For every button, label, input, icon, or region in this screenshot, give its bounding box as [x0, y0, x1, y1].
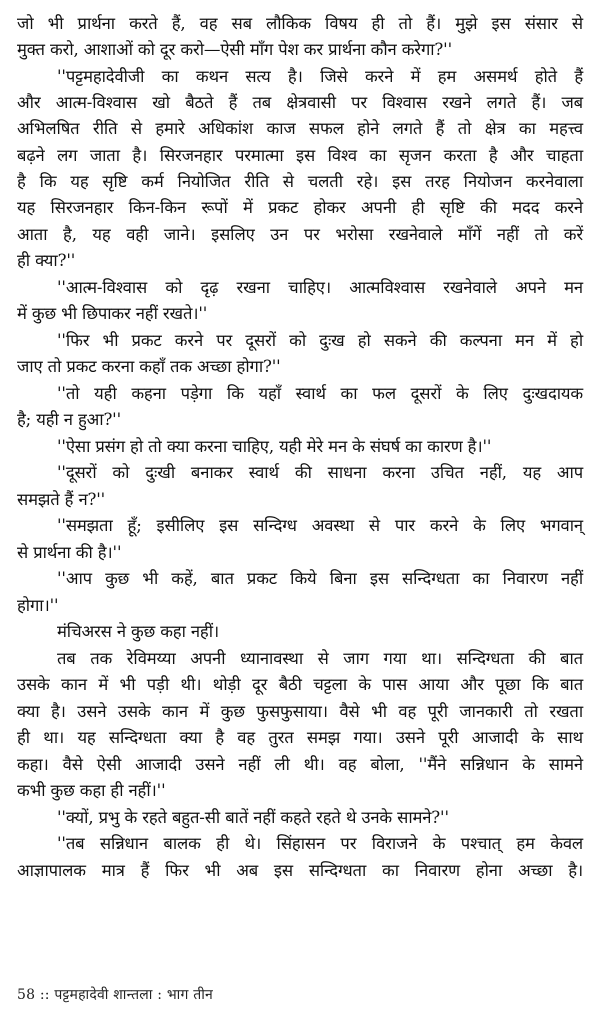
text-line: ''पट्टमहादेवीजी का कथन सत्य है। जिसे करने में हम असमर्थ होते हैं: [57, 67, 583, 86]
text-line: ''तब सन्निधान बालक ही थे। सिंहासन पर विराजने के पश्चात् हम केवल: [57, 834, 583, 853]
text-line: होगा।'': [17, 596, 59, 615]
text-line: क्या है। उसने उसके कान में कुछ फुसफुसाया। वैसे भी वह पूरी जानकारी तो रखता: [17, 702, 583, 721]
text-line: आज्ञापालक मात्र हैं फिर भी अब इस सन्दिग्धता का निवारण होना अच्छा है।: [17, 861, 583, 880]
text-line: बढ़ने लग जाता है। सिरजनहार परमात्मा इस विश्व का सृजन करता है और चाहता: [17, 146, 583, 165]
text-line: से प्रार्थना की है।'': [17, 543, 122, 562]
text-line: और आत्म-विश्वास खो बैठते हैं तब क्षेत्रवासी पर विश्वास रखने लगते हैं। जब: [17, 93, 583, 112]
text-line: कहा। वैसे ऐसी आजादी उसने नहीं ली थी। वह बोला, ''मैंने सन्निधान के सामने: [17, 755, 583, 774]
text-line: मंचिअरस ने कुछ कहा नहीं।: [57, 622, 220, 641]
text-line: है कि यह सृष्टि कर्म नियोजित रीति से चलती रहे। इस तरह नियोजन करनेवाला: [17, 172, 583, 191]
text-line: कभी कुछ कहा ही नहीं।'': [17, 781, 166, 800]
text-line: मुक्त करो, आशाओं को दूर करो—ऐसी माँग पेश कर प्रार्थना कौन करेगा?'': [17, 40, 452, 59]
text-line: आता है, यह वही जाने। इसलिए उन पर भरोसा रखनेवाले माँगें नहीं तो करें: [17, 225, 583, 244]
text-line: ही क्या?'': [17, 251, 76, 270]
text-line: में कुछ भी छिपाकर नहीं रखते।'': [17, 304, 208, 323]
text-line: यह सिरजनहार किन-किन रूपों में प्रकट होकर अपनी ही सृष्टि की मदद करने: [17, 198, 583, 217]
text-line: ही था। यह सन्दिग्धता क्या है वह तुरत समझ गया। उसने पूरी आजादी के साथ: [17, 728, 583, 747]
text-line: ''क्यों, प्रभु के रहते बहुत-सी बातें नहीं कहते रहते थे उनके सामने?'': [57, 808, 449, 827]
text-line: उसके कान में भी पड़ी थी। थोड़ी दूर बैठी चट्टला के पास आया और पूछा कि बात: [17, 675, 583, 694]
text-line: ''दूसरों को दुःखी बनाकर स्वार्थ की साधना करना उचित नहीं, यह आप: [57, 463, 583, 482]
text-line: तब तक रेविमय्या अपनी ध्यानावस्था से जाग गया था। सन्दिग्धता की बात: [57, 649, 583, 668]
text-line: जाए तो प्रकट करना कहाँ तक अच्छा होगा?'': [17, 357, 281, 376]
text-line: ''आप कुछ भी कहें, बात प्रकट किये बिना इस सन्दिग्धता का निवारण नहीं: [57, 569, 583, 588]
page-footer: 58 :: पट्टमहादेवी शान्तला : भाग तीन: [17, 987, 214, 1003]
text-line: ''फिर भी प्रकट करने पर दूसरों को दुःख हो सकने की कल्पना मन में हो: [57, 331, 583, 350]
text-line: है; यही न हुआ?'': [17, 410, 122, 429]
text-line: अभिलषित रीति से हमारे अधिकांश काज सफल होने लगते हैं तो क्षेत्र का महत्त्व: [17, 119, 583, 138]
text-line: ''आत्म-विश्वास को दृढ़ रखना चाहिए। आत्मविश्वास रखनेवाले अपने मन: [57, 278, 583, 297]
text-line: ''तो यही कहना पड़ेगा कि यहाँ स्वार्थ का फल दूसरों के लिए दुःखदायक: [57, 384, 583, 403]
text-line: ''समझता हूँ; इसीलिए इस सन्दिग्ध अवस्था से पार करने के लिए भगवान्: [57, 516, 583, 535]
text-line: ''ऐसा प्रसंग हो तो क्या करना चाहिए, यही मेरे मन के संघर्ष का कारण है।'': [57, 437, 492, 456]
text-line: समझते हैं न?'': [17, 490, 106, 509]
text-line: जो भी प्रार्थना करते हैं, वह सब लौकिक विषय ही तो हैं। मुझे इस संसार से: [17, 14, 583, 33]
